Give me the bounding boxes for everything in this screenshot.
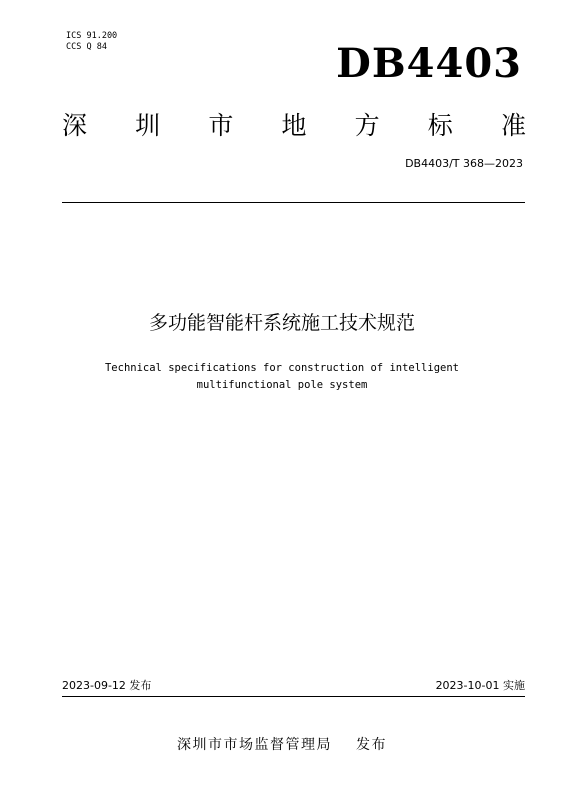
standard-type xyxy=(62,108,526,144)
bottom-divider xyxy=(62,696,525,697)
standard-code: DB4403 xyxy=(336,40,522,87)
standard-type-char: 市 xyxy=(208,111,234,140)
standard-type-char: 深 xyxy=(62,111,88,140)
top-divider xyxy=(62,202,525,203)
standard-type-char: 地 xyxy=(281,111,307,140)
standard-type-char: 标 xyxy=(427,111,453,140)
title-english-line-2: multifunctional pole system xyxy=(196,379,368,391)
standard-type-char: 方 xyxy=(354,111,380,140)
implementation-date: 2023-10-01 实施 xyxy=(435,679,525,692)
standard-number: DB4403/T 368—2023 xyxy=(405,157,523,170)
ics-number: ICS 91.200 xyxy=(66,31,118,41)
issue-date: 2023-09-12 发布 xyxy=(62,679,152,692)
issuer-action: 发布 xyxy=(356,737,387,753)
issuer-line xyxy=(0,735,564,755)
issuer-name: 深圳市市场监督管理局 xyxy=(177,737,332,753)
title-english-line-1: Technical specifications for construction of intelligent xyxy=(104,362,459,374)
ccs-number: CCS Q 84 xyxy=(66,42,107,52)
standard-type-char: 圳 xyxy=(135,111,161,140)
title-chinese: 多功能智能杆系统施工技术规范 xyxy=(148,312,415,334)
standard-type-char: 准 xyxy=(500,111,526,140)
